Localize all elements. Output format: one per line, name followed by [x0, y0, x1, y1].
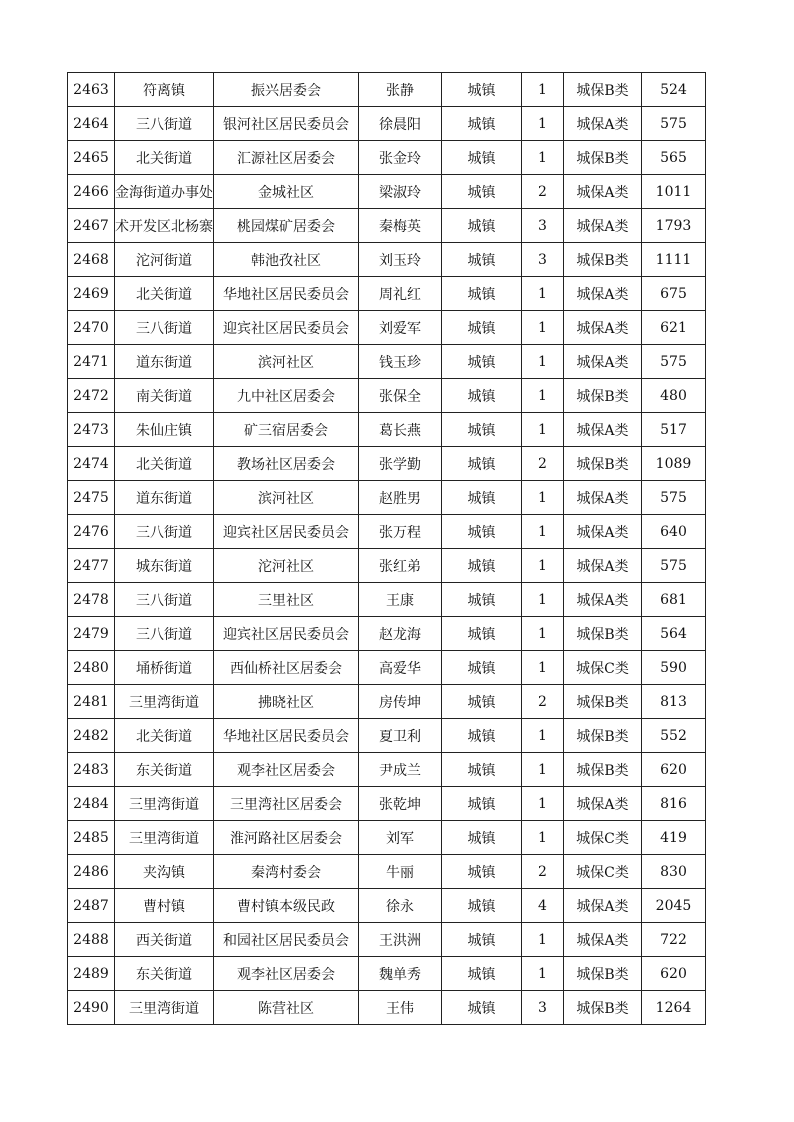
household-count-cell: 2 [522, 447, 564, 481]
recipient-name-cell: 钱玉珍 [359, 345, 442, 379]
recipient-name-cell: 赵胜男 [359, 481, 442, 515]
record-id-cell: 2480 [68, 651, 115, 685]
amount-cell: 590 [642, 651, 706, 685]
recipient-name-cell: 高爱华 [359, 651, 442, 685]
household-count-cell: 2 [522, 175, 564, 209]
table-row [68, 583, 706, 617]
table-row [68, 345, 706, 379]
community-cell: 矿三宿居委会 [214, 413, 359, 447]
amount-cell: 830 [642, 855, 706, 889]
record-id-cell: 2490 [68, 991, 115, 1025]
household-count-cell: 1 [522, 141, 564, 175]
table-row [68, 277, 706, 311]
amount-cell: 621 [642, 311, 706, 345]
community-cell: 观李社区居委会 [214, 957, 359, 991]
area-type-cell: 城镇 [442, 753, 522, 787]
amount-cell: 565 [642, 141, 706, 175]
table-row [68, 787, 706, 821]
recipient-name-cell: 牛丽 [359, 855, 442, 889]
household-count-cell: 1 [522, 583, 564, 617]
area-type-cell: 城镇 [442, 617, 522, 651]
household-count-cell: 2 [522, 855, 564, 889]
table-row [68, 379, 706, 413]
table-row [68, 515, 706, 549]
household-count-cell: 1 [522, 923, 564, 957]
community-cell: 九中社区居委会 [214, 379, 359, 413]
table-row [68, 175, 706, 209]
category-cell: 城保A类 [564, 923, 642, 957]
table-row [68, 719, 706, 753]
community-cell: 西仙桥社区居委会 [214, 651, 359, 685]
recipient-name-cell: 徐晨阳 [359, 107, 442, 141]
street-cell: 三里湾街道 [115, 821, 214, 855]
recipient-name-cell: 王康 [359, 583, 442, 617]
street-cell: 金海街道办事处 [115, 175, 214, 209]
amount-cell: 524 [642, 73, 706, 107]
recipient-name-cell: 张红弟 [359, 549, 442, 583]
recipient-name-cell: 王伟 [359, 991, 442, 1025]
amount-cell: 640 [642, 515, 706, 549]
household-count-cell: 3 [522, 243, 564, 277]
area-type-cell: 城镇 [442, 277, 522, 311]
street-cell: 北关街道 [115, 719, 214, 753]
area-type-cell: 城镇 [442, 311, 522, 345]
record-id-cell: 2470 [68, 311, 115, 345]
area-type-cell: 城镇 [442, 821, 522, 855]
table-row [68, 141, 706, 175]
category-cell: 城保A类 [564, 583, 642, 617]
amount-cell: 620 [642, 957, 706, 991]
household-count-cell: 1 [522, 73, 564, 107]
category-cell: 城保B类 [564, 957, 642, 991]
amount-cell: 480 [642, 379, 706, 413]
street-cell: 道东街道 [115, 345, 214, 379]
area-type-cell: 城镇 [442, 923, 522, 957]
household-count-cell: 1 [522, 345, 564, 379]
area-type-cell: 城镇 [442, 447, 522, 481]
community-cell: 汇源社区居委会 [214, 141, 359, 175]
amount-cell: 620 [642, 753, 706, 787]
table-row [68, 73, 706, 107]
category-cell: 城保A类 [564, 311, 642, 345]
record-id-cell: 2472 [68, 379, 115, 413]
household-count-cell: 1 [522, 481, 564, 515]
record-id-cell: 2485 [68, 821, 115, 855]
community-cell: 秦湾村委会 [214, 855, 359, 889]
record-id-cell: 2486 [68, 855, 115, 889]
area-type-cell: 城镇 [442, 107, 522, 141]
category-cell: 城保B类 [564, 753, 642, 787]
recipient-name-cell: 夏卫利 [359, 719, 442, 753]
area-type-cell: 城镇 [442, 141, 522, 175]
community-cell: 和园社区居民委员会 [214, 923, 359, 957]
amount-cell: 517 [642, 413, 706, 447]
category-cell: 城保B类 [564, 685, 642, 719]
recipient-name-cell: 周礼红 [359, 277, 442, 311]
recipient-name-cell: 刘军 [359, 821, 442, 855]
category-cell: 城保C类 [564, 821, 642, 855]
area-type-cell: 城镇 [442, 481, 522, 515]
recipient-name-cell: 葛长燕 [359, 413, 442, 447]
table-row [68, 243, 706, 277]
table-row [68, 753, 706, 787]
street-cell: 北关街道 [115, 141, 214, 175]
category-cell: 城保C类 [564, 651, 642, 685]
street-cell: 朱仙庄镇 [115, 413, 214, 447]
record-id-cell: 2469 [68, 277, 115, 311]
amount-cell: 575 [642, 107, 706, 141]
record-id-cell: 2466 [68, 175, 115, 209]
community-cell: 拂晓社区 [214, 685, 359, 719]
table-row [68, 549, 706, 583]
community-cell: 曹村镇本级民政 [214, 889, 359, 923]
recipient-name-cell: 张乾坤 [359, 787, 442, 821]
amount-cell: 1111 [642, 243, 706, 277]
record-id-cell: 2482 [68, 719, 115, 753]
street-cell: 曹村镇 [115, 889, 214, 923]
household-count-cell: 1 [522, 787, 564, 821]
community-cell: 三里社区 [214, 583, 359, 617]
record-id-cell: 2473 [68, 413, 115, 447]
area-type-cell: 城镇 [442, 889, 522, 923]
household-count-cell: 1 [522, 651, 564, 685]
table-row [68, 991, 706, 1025]
table-row [68, 481, 706, 515]
recipient-name-cell: 赵龙海 [359, 617, 442, 651]
recipient-name-cell: 尹成兰 [359, 753, 442, 787]
household-count-cell: 3 [522, 991, 564, 1025]
area-type-cell: 城镇 [442, 413, 522, 447]
category-cell: 城保A类 [564, 889, 642, 923]
amount-cell: 1793 [642, 209, 706, 243]
record-id-cell: 2471 [68, 345, 115, 379]
category-cell: 城保A类 [564, 481, 642, 515]
amount-cell: 816 [642, 787, 706, 821]
household-count-cell: 1 [522, 107, 564, 141]
street-cell: 三八街道 [115, 617, 214, 651]
recipient-name-cell: 张万程 [359, 515, 442, 549]
area-type-cell: 城镇 [442, 345, 522, 379]
recipient-name-cell: 王洪洲 [359, 923, 442, 957]
street-cell: 沱河街道 [115, 243, 214, 277]
record-id-cell: 2483 [68, 753, 115, 787]
household-count-cell: 1 [522, 277, 564, 311]
area-type-cell: 城镇 [442, 651, 522, 685]
category-cell: 城保A类 [564, 549, 642, 583]
category-cell: 城保A类 [564, 345, 642, 379]
household-count-cell: 1 [522, 515, 564, 549]
street-cell: 夹沟镇 [115, 855, 214, 889]
amount-cell: 575 [642, 481, 706, 515]
area-type-cell: 城镇 [442, 787, 522, 821]
community-cell: 教场社区居委会 [214, 447, 359, 481]
amount-cell: 681 [642, 583, 706, 617]
community-cell: 观李社区居委会 [214, 753, 359, 787]
amount-cell: 813 [642, 685, 706, 719]
street-cell: 三里湾街道 [115, 685, 214, 719]
record-id-cell: 2463 [68, 73, 115, 107]
roster-body [68, 73, 706, 1025]
amount-cell: 675 [642, 277, 706, 311]
street-cell: 三里湾街道 [115, 991, 214, 1025]
record-id-cell: 2464 [68, 107, 115, 141]
amount-cell: 2045 [642, 889, 706, 923]
table-row [68, 855, 706, 889]
street-cell: 东关街道 [115, 957, 214, 991]
amount-cell: 1011 [642, 175, 706, 209]
household-count-cell: 1 [522, 719, 564, 753]
table-row [68, 311, 706, 345]
recipient-name-cell: 张学勤 [359, 447, 442, 481]
recipient-name-cell: 梁淑玲 [359, 175, 442, 209]
household-count-cell: 1 [522, 413, 564, 447]
area-type-cell: 城镇 [442, 583, 522, 617]
recipient-name-cell: 徐永 [359, 889, 442, 923]
category-cell: 城保B类 [564, 447, 642, 481]
table-row [68, 889, 706, 923]
category-cell: 城保A类 [564, 787, 642, 821]
record-id-cell: 2467 [68, 209, 115, 243]
street-cell: 三里湾街道 [115, 787, 214, 821]
recipient-name-cell: 秦梅英 [359, 209, 442, 243]
household-count-cell: 1 [522, 617, 564, 651]
area-type-cell: 城镇 [442, 549, 522, 583]
table-row [68, 957, 706, 991]
area-type-cell: 城镇 [442, 379, 522, 413]
record-id-cell: 2479 [68, 617, 115, 651]
table-row [68, 209, 706, 243]
community-cell: 华地社区居民委员会 [214, 277, 359, 311]
record-id-cell: 2489 [68, 957, 115, 991]
community-cell: 迎宾社区居民委员会 [214, 311, 359, 345]
street-cell: 道东街道 [115, 481, 214, 515]
street-cell: 埇桥街道 [115, 651, 214, 685]
household-count-cell: 1 [522, 549, 564, 583]
area-type-cell: 城镇 [442, 243, 522, 277]
category-cell: 城保A类 [564, 175, 642, 209]
category-cell: 城保A类 [564, 413, 642, 447]
record-id-cell: 2474 [68, 447, 115, 481]
street-cell: 城东街道 [115, 549, 214, 583]
category-cell: 城保B类 [564, 73, 642, 107]
table-row [68, 821, 706, 855]
community-cell: 滨河社区 [214, 481, 359, 515]
category-cell: 城保A类 [564, 515, 642, 549]
table-row [68, 685, 706, 719]
area-type-cell: 城镇 [442, 957, 522, 991]
street-cell: 三八街道 [115, 311, 214, 345]
community-cell: 陈营社区 [214, 991, 359, 1025]
amount-cell: 1089 [642, 447, 706, 481]
household-count-cell: 1 [522, 311, 564, 345]
amount-cell: 1264 [642, 991, 706, 1025]
household-count-cell: 1 [522, 753, 564, 787]
category-cell: 城保A类 [564, 209, 642, 243]
record-id-cell: 2477 [68, 549, 115, 583]
amount-cell: 722 [642, 923, 706, 957]
amount-cell: 419 [642, 821, 706, 855]
street-cell: 北关街道 [115, 277, 214, 311]
category-cell: 城保B类 [564, 719, 642, 753]
street-cell: 北关街道 [115, 447, 214, 481]
community-cell: 滨河社区 [214, 345, 359, 379]
area-type-cell: 城镇 [442, 991, 522, 1025]
area-type-cell: 城镇 [442, 855, 522, 889]
table-row [68, 447, 706, 481]
community-cell: 淮河路社区居委会 [214, 821, 359, 855]
household-count-cell: 4 [522, 889, 564, 923]
amount-cell: 552 [642, 719, 706, 753]
area-type-cell: 城镇 [442, 175, 522, 209]
category-cell: 城保A类 [564, 107, 642, 141]
record-id-cell: 2487 [68, 889, 115, 923]
community-cell: 桃园煤矿居委会 [214, 209, 359, 243]
street-cell: 东关街道 [115, 753, 214, 787]
table-row [68, 413, 706, 447]
category-cell: 城保B类 [564, 617, 642, 651]
category-cell: 城保B类 [564, 243, 642, 277]
community-cell: 华地社区居民委员会 [214, 719, 359, 753]
recipient-name-cell: 房传坤 [359, 685, 442, 719]
amount-cell: 575 [642, 345, 706, 379]
area-type-cell: 城镇 [442, 719, 522, 753]
record-id-cell: 2476 [68, 515, 115, 549]
street-cell: 术开发区北杨寨 [115, 209, 214, 243]
street-cell: 符离镇 [115, 73, 214, 107]
community-cell: 迎宾社区居民委员会 [214, 515, 359, 549]
record-id-cell: 2468 [68, 243, 115, 277]
amount-cell: 575 [642, 549, 706, 583]
record-id-cell: 2484 [68, 787, 115, 821]
area-type-cell: 城镇 [442, 685, 522, 719]
community-cell: 银河社区居民委员会 [214, 107, 359, 141]
category-cell: 城保B类 [564, 379, 642, 413]
category-cell: 城保B类 [564, 991, 642, 1025]
relief-roster-table [67, 72, 706, 1025]
community-cell: 沱河社区 [214, 549, 359, 583]
household-count-cell: 1 [522, 821, 564, 855]
recipient-name-cell: 张静 [359, 73, 442, 107]
recipient-name-cell: 张金玲 [359, 141, 442, 175]
category-cell: 城保A类 [564, 277, 642, 311]
household-count-cell: 3 [522, 209, 564, 243]
category-cell: 城保C类 [564, 855, 642, 889]
household-count-cell: 1 [522, 379, 564, 413]
community-cell: 振兴居委会 [214, 73, 359, 107]
record-id-cell: 2465 [68, 141, 115, 175]
table-row [68, 923, 706, 957]
street-cell: 南关街道 [115, 379, 214, 413]
recipient-name-cell: 魏单秀 [359, 957, 442, 991]
recipient-name-cell: 刘爱军 [359, 311, 442, 345]
street-cell: 西关街道 [115, 923, 214, 957]
community-cell: 韩池孜社区 [214, 243, 359, 277]
area-type-cell: 城镇 [442, 515, 522, 549]
community-cell: 迎宾社区居民委员会 [214, 617, 359, 651]
table-row [68, 617, 706, 651]
street-cell: 三八街道 [115, 515, 214, 549]
category-cell: 城保B类 [564, 141, 642, 175]
record-id-cell: 2478 [68, 583, 115, 617]
table-row [68, 651, 706, 685]
household-count-cell: 2 [522, 685, 564, 719]
table-row [68, 107, 706, 141]
community-cell: 三里湾社区居委会 [214, 787, 359, 821]
area-type-cell: 城镇 [442, 209, 522, 243]
recipient-name-cell: 张保全 [359, 379, 442, 413]
area-type-cell: 城镇 [442, 73, 522, 107]
amount-cell: 564 [642, 617, 706, 651]
street-cell: 三八街道 [115, 583, 214, 617]
recipient-name-cell: 刘玉玲 [359, 243, 442, 277]
community-cell: 金城社区 [214, 175, 359, 209]
record-id-cell: 2475 [68, 481, 115, 515]
record-id-cell: 2481 [68, 685, 115, 719]
street-cell: 三八街道 [115, 107, 214, 141]
record-id-cell: 2488 [68, 923, 115, 957]
household-count-cell: 1 [522, 957, 564, 991]
